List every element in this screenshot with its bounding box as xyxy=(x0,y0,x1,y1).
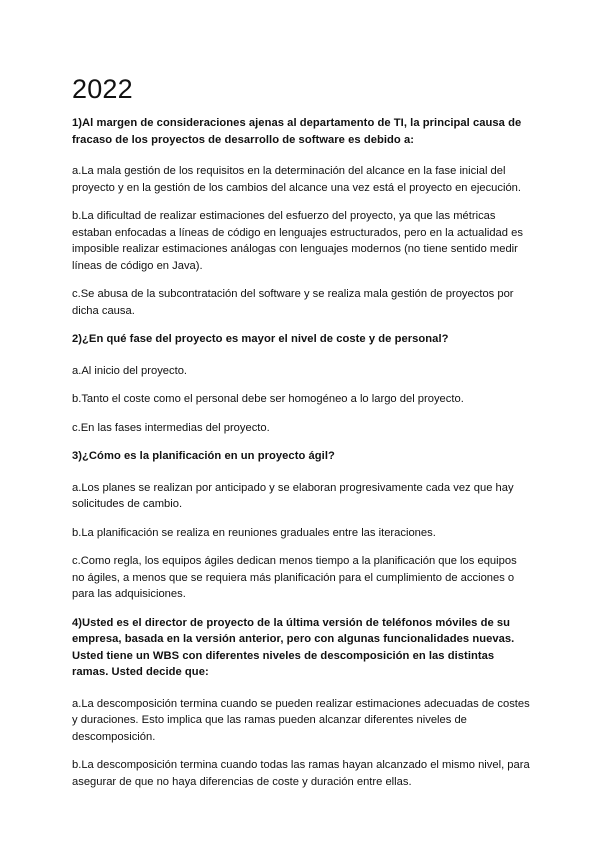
question-3-option-a: a.Los planes se realizan por anticipado y se elaboran progresivamente cada vez que hay solicitudes de cambio. xyxy=(72,481,514,510)
question-3-option-c: c.Como regla, los equipos ágiles dedican menos tiempo a la planificación que los equipos no ágiles, a menos que se requiera más planificación para el cumplimiento de acciones o para las adquisiciones. xyxy=(72,555,517,600)
document-title: 2022 xyxy=(72,74,133,104)
question-1-option-c: c.Se abusa de la subcontratación del software y se realiza mala gestión de proyectos por dicha causa. xyxy=(72,288,514,317)
question-4: 4)Usted es el director de proyecto de la última versión de teléfonos móviles de su empresa, basada en la versión anterior, pero con algunas funcionalidades nuevas. Usted tiene un WBS con diferentes niveles de descomposición en las distintas ramas. Usted decide que: xyxy=(72,616,515,678)
question-4-option-a: a.La descomposición termina cuando se pueden realizar estimaciones adecuadas de costes y duraciones. Esto implica que las ramas pueden alcanzar diferentes niveles de descomposición. xyxy=(72,697,530,743)
question-1: 1)Al margen de consideraciones ajenas al departamento de TI, la principal causa de fracaso de los proyectos de desarrollo de software es debido a: xyxy=(72,117,522,146)
question-3-option-b: b.La planificación se realiza en reuniones graduales entre las iteraciones. xyxy=(72,526,436,539)
question-2-option-a: a.Al inicio del proyecto. xyxy=(72,364,188,377)
question-4-option-b: b.La descomposición termina cuando todas las ramas hayan alcanzado el mismo nivel, para asegurar de que no haya diferencias de coste y duración entre ellas. xyxy=(72,759,530,788)
question-1-option-b: b.La dificultad de realizar estimaciones del esfuerzo del proyecto, ya que las métricas estaban enfocadas a líneas de código en lenguajes estructurados, pero en la actualidad es imposible realizar estimaciones análogas con lenguajes modernos (no tiene sentido medir líneas de código en Java). xyxy=(72,210,523,272)
question-2: 2)¿En qué fase del proyecto es mayor el nivel de coste y de personal? xyxy=(72,333,449,345)
question-2-option-b: b.Tanto el coste como el personal debe ser homogéneo a lo largo del proyecto. xyxy=(72,393,464,405)
document-page xyxy=(72,72,532,802)
question-1-option-a: a.La mala gestión de los requisitos en la determinación del alcance en la fase inicial del proyecto y en la gestión de los cambios del alcance una vez está el proyecto en ejecución. xyxy=(72,165,522,194)
question-2-option-c: c.En las fases intermedias del proyecto. xyxy=(72,421,270,434)
question-3: 3)¿Cómo es la planificación en un proyecto ágil? xyxy=(72,450,335,462)
